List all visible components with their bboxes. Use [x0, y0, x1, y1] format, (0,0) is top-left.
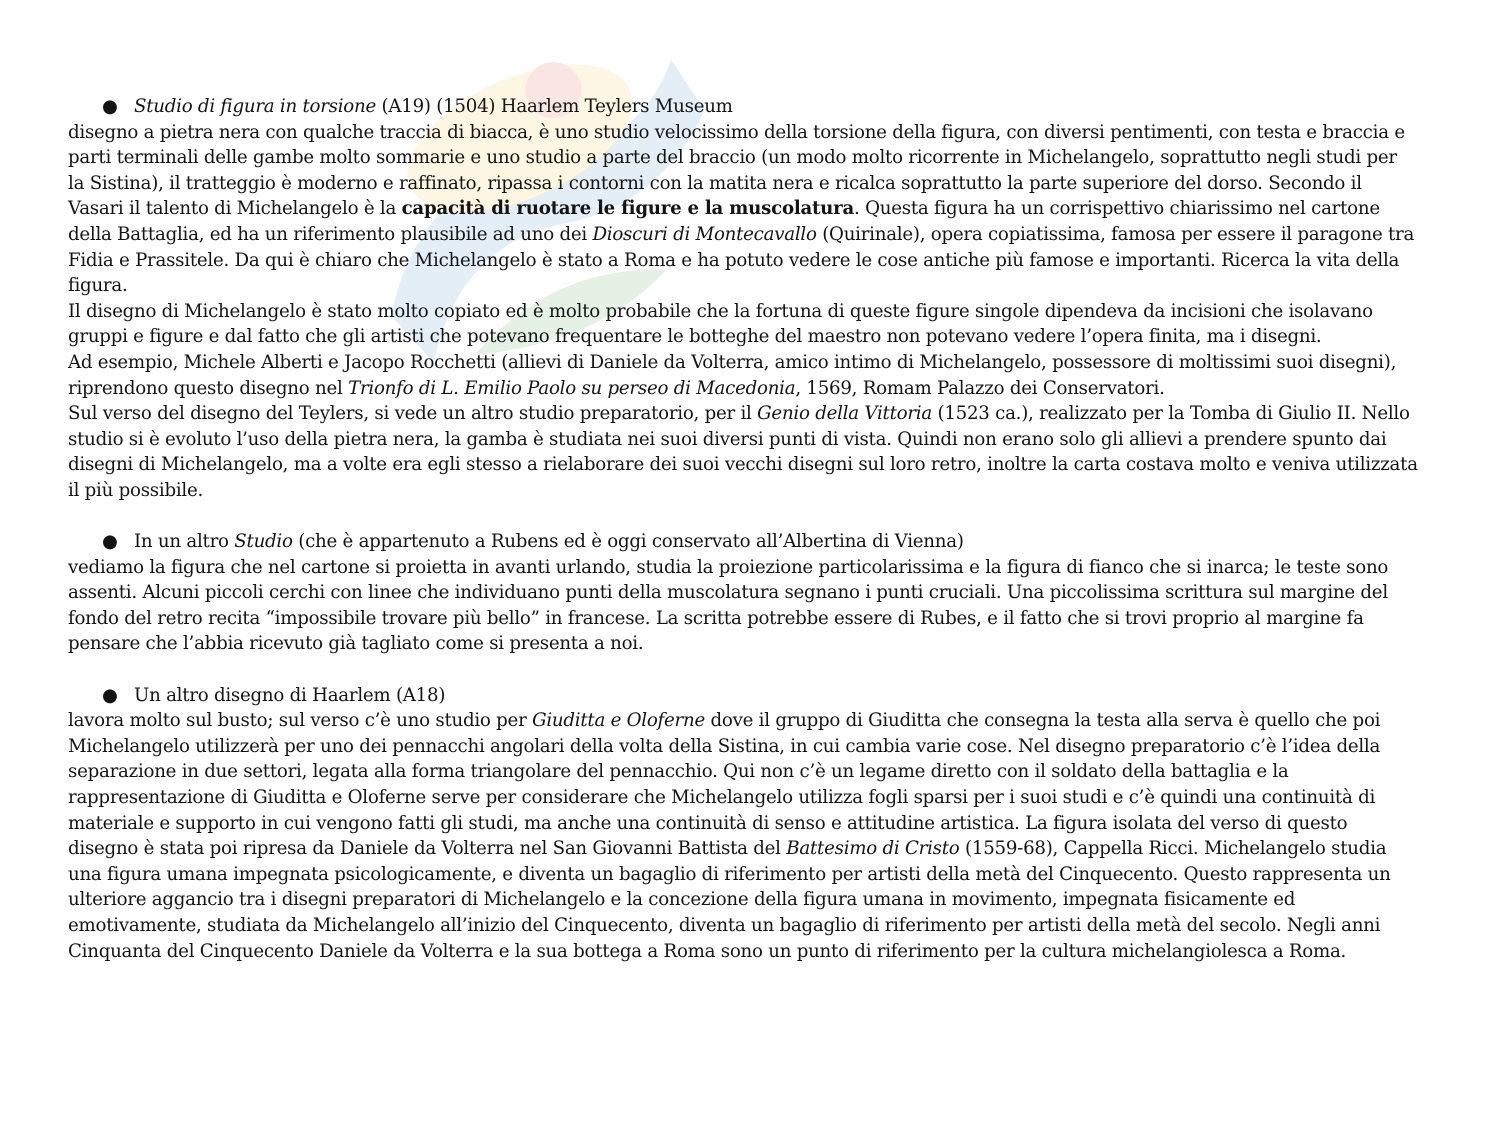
text-run: Ad esempio, Michele Alberti e Jacopo Rocchetti (allievi di Daniele da Volterra, amico intimo di Michelangelo, possessore di moltissimi suoi disegni), riprendono questo disegno nel [68, 351, 1397, 399]
italic-text-run: Trionfo di L. Emilio Paolo su perseo di Macedonia [348, 377, 796, 399]
body-paragraph [68, 350, 1418, 401]
text-run: (1559-68), Cappella Ricci. Michelangelo studia una figura umana impegnata psicologicamente, e diventa un bagaglio di riferimento per artisti della metà del Cinquecento. Questo rappresenta un ulteriore aggancio tra i disegni preparatori di Michelangelo e la concezione della figura umana in movimento, impegnata fisicamente ed emotivamente, studiata da Michelangelo all’inizio del Cinquecento, diventa un bagaglio di riferimento per artisti della metà del secolo. Negli anni Cinquanta del Cinquecento Daniele da Volterra e la sua bottega a Roma sono un punto di riferimento per la cultura michelangiolesca a Roma. [68, 838, 1391, 962]
text-run: Un altro disegno di Haarlem (A18) [134, 684, 446, 706]
bullet-heading [68, 529, 1418, 555]
text-run: Sul verso del disegno del Teylers, si vede un altro studio preparatorio, per il [68, 403, 758, 425]
italic-text-run: Studio di figura in torsione [134, 96, 376, 117]
document-section [68, 529, 1418, 657]
body-paragraph [68, 708, 1418, 964]
text-run: lavora molto sul busto; sul verso c’è uno studio per [68, 710, 533, 732]
document-body [68, 94, 1418, 964]
text-run: . Questa figura ha un corrispettivo chiarissimo nel cartone della Battaglia, ed ha un riferimento plausibile ad uno dei [68, 198, 1380, 245]
text-run: In un altro [134, 531, 235, 553]
body-paragraph [68, 120, 1418, 299]
bullet-heading [68, 94, 1418, 120]
text-run: (che è appartenuto a Rubens ed è oggi conservato all’Albertina di Vienna) [292, 531, 964, 553]
body-paragraph [68, 555, 1418, 657]
document-section [68, 683, 1418, 965]
bullet-heading [68, 683, 1418, 709]
body-paragraph [68, 299, 1418, 350]
body-paragraph [68, 401, 1418, 503]
italic-text-run: Battesimo di Cristo [786, 838, 960, 860]
text-run: dove il gruppo di Giuditta che consegna la testa alla serva è quello che poi Michelangelo utilizzerà per uno dei pennacchi angolari della volta della Sistina, in cui cambia varie cose. Nel disegno preparatorio c’è l’idea della separazione in due settori, legata alla forma triangolare del pennacchio. Qui non c’è un legame diretto con il soldato della battaglia e la rappresentazione di Giuditta e Oloferne serve per considerare che Michelangelo utilizza fogli sparsi per i suoi studi e c’è quindi una continuità di materiale e supporto in cui vengono fatti gli studi, ma anche una continuità di senso e attitudine artistica. La figura isolata del verso di questo disegno è stata poi ripresa da Daniele da Volterra nel San Giovanni Battista del [68, 710, 1381, 860]
bold-text-run: capacità di ruotare le figure e la muscolatura [401, 198, 855, 220]
text-run: (A19) (1504) Haarlem Teylers Museum [375, 96, 733, 117]
bullet-dot-icon: ● [102, 96, 118, 117]
text-run: Il disegno di Michelangelo è stato molto copiato ed è molto probabile che la fortuna di queste figure singole dipendeva da incisioni che isolavano gruppi e figure e dal fatto che gli artisti che potevano frequentare le botteghe del maestro non potevano vedere l’opera finita, ma i disegni. [68, 300, 1373, 348]
text-run: (Quirinale), opera copiatissima, famosa per essere il paragone tra Fidia e Prassitele. Da qui è chiaro che Michelangelo è stato a Roma e ha potuto vedere le cose antiche più famose e importanti. Ricerca la vita della figura. [68, 223, 1415, 297]
text-run: disegno a pietra nera con qualche traccia di biacca, è uno studio velocissimo della torsione della figura, con diversi pentimenti, con testa e braccia e parti terminali delle gambe molto sommarie e uno studio a parte del braccio (un modo molto ricorrente in Michelangelo, soprattutto negli studi per la Sistina), il tratteggio è moderno e raffinato, ripassa i contorni con la matita nera e ricalca soprattutto la parte superiore del dorso. Secondo il Vasari il talento di Michelangelo è la [68, 121, 1405, 220]
italic-text-run: Studio [234, 531, 293, 553]
text-run: (1523 ca.), realizzato per la Tomba di Giulio II. Nello studio si è evoluto l’uso della pietra nera, la gamba è studiata nei suoi diversi punti di vista. Quindi non erano solo gli allievi a prendere spunto dai disegni di Michelangelo, ma a volte era egli stesso a rielaborare dei suoi vecchi disegni sul loro retro, inoltre la carta costava molto e veniva utilizzata il più possibile. [68, 403, 1418, 501]
bullet-dot-icon: ● [102, 684, 118, 706]
document-section [68, 94, 1418, 504]
italic-text-run: Genio della Vittoria [757, 403, 932, 425]
text-run: vediamo la figura che nel cartone si proietta in avanti urlando, studia la proiezione particolarissima e la figura di fianco che si inarca; le teste sono assenti. Alcuni piccoli cerchi con linee che individuano punti della muscolatura segnano i punti cruciali. Una piccolissima scrittura sul margine del fondo del retro recita “impossibile trovare più bello” in francese. La scritta potrebbe essere di Rubes, e il fatto che si trovi proprio al margine fa pensare che l’abbia ricevuto già tagliato come si presenta a noi. [68, 556, 1389, 655]
italic-text-run: Giuditta e Oloferne [532, 710, 705, 732]
bullet-dot-icon: ● [102, 531, 118, 553]
text-run: , 1569, Romam Palazzo dei Conservatori. [795, 377, 1165, 399]
italic-text-run: Dioscuri di Montecavallo [592, 223, 817, 245]
